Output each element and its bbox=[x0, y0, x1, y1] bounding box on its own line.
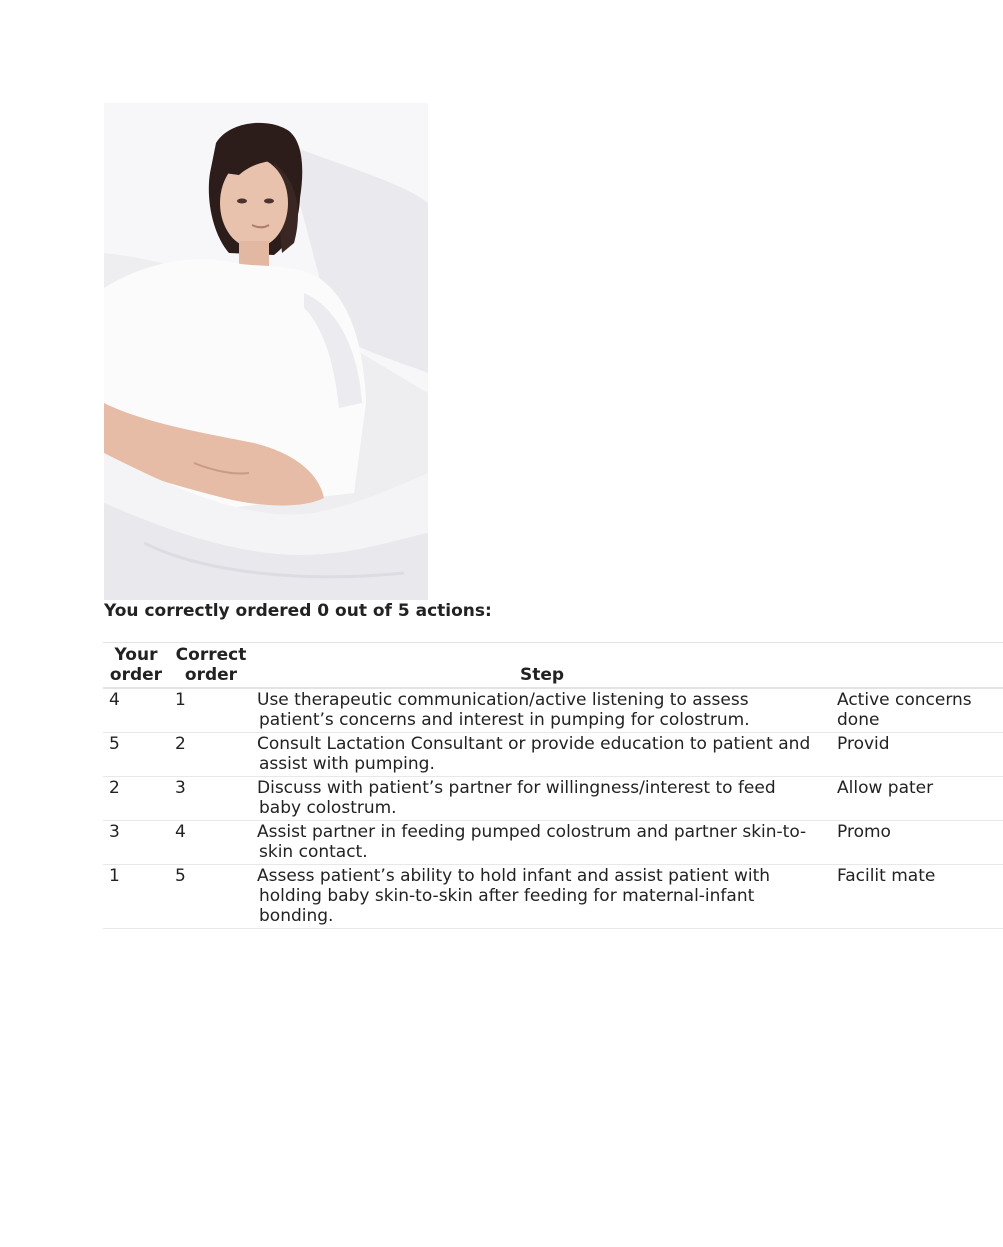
rationale-cell: Facilit mate bbox=[831, 865, 1003, 929]
step-text: Assess patient’s ability to hold infant and assist patient with holding baby skin-to-skin after feeding for maternal-infant bonding. bbox=[257, 866, 771, 926]
step-text: Assist partner in feeding pumped colostrum and partner skin-to-skin contact. bbox=[257, 822, 807, 862]
rationale-cell: Active concerns done bbox=[831, 688, 1003, 733]
step-cell bbox=[253, 777, 831, 821]
correct-order-cell: 3 bbox=[169, 777, 253, 821]
your-order-cell: 2 bbox=[103, 777, 169, 821]
correct-order-cell: 4 bbox=[169, 821, 253, 865]
header-correct-order bbox=[169, 643, 253, 689]
table-row bbox=[103, 865, 1003, 929]
step-text: Consult Lactation Consultant or provide education to patient and assist with pumping. bbox=[257, 734, 811, 774]
step-cell bbox=[253, 865, 831, 929]
step-text: Use therapeutic communication/active listening to assess patient’s concerns and interest in pumping for colostrum. bbox=[257, 690, 750, 730]
correct-order-cell: 2 bbox=[169, 733, 253, 777]
rationale-cell: Provid bbox=[831, 733, 1003, 777]
table-row bbox=[103, 821, 1003, 865]
patient-in-bed-illustration bbox=[104, 103, 428, 600]
correct-order-cell: 5 bbox=[169, 865, 253, 929]
step-cell bbox=[253, 688, 831, 733]
table-row bbox=[103, 777, 1003, 821]
table-header-row bbox=[103, 643, 1003, 689]
header-step: Step bbox=[253, 643, 831, 689]
table-row bbox=[103, 733, 1003, 777]
table-row bbox=[103, 688, 1003, 733]
your-order-cell: 5 bbox=[103, 733, 169, 777]
header-correct-order-line2: order bbox=[184, 665, 238, 685]
your-order-cell: 1 bbox=[103, 865, 169, 929]
header-correct-order-line1: Correct bbox=[175, 645, 247, 665]
ordering-results-table bbox=[103, 642, 1003, 929]
step-cell bbox=[253, 733, 831, 777]
step-cell bbox=[253, 821, 831, 865]
score-summary: You correctly ordered 0 out of 5 actions: bbox=[104, 601, 492, 621]
step-text: Discuss with patient’s partner for willingness/interest to feed baby colostrum. bbox=[257, 778, 776, 818]
rationale-cell: Allow pater bbox=[831, 777, 1003, 821]
your-order-cell: 4 bbox=[103, 688, 169, 733]
your-order-cell: 3 bbox=[103, 821, 169, 865]
rationale-cell: Promo bbox=[831, 821, 1003, 865]
correct-order-cell: 1 bbox=[169, 688, 253, 733]
header-your-order-line2: order bbox=[109, 665, 163, 685]
header-your-order-line1: Your bbox=[114, 645, 158, 665]
header-rationale bbox=[831, 643, 1003, 689]
patient-photo bbox=[104, 103, 428, 600]
header-your-order bbox=[103, 643, 169, 689]
